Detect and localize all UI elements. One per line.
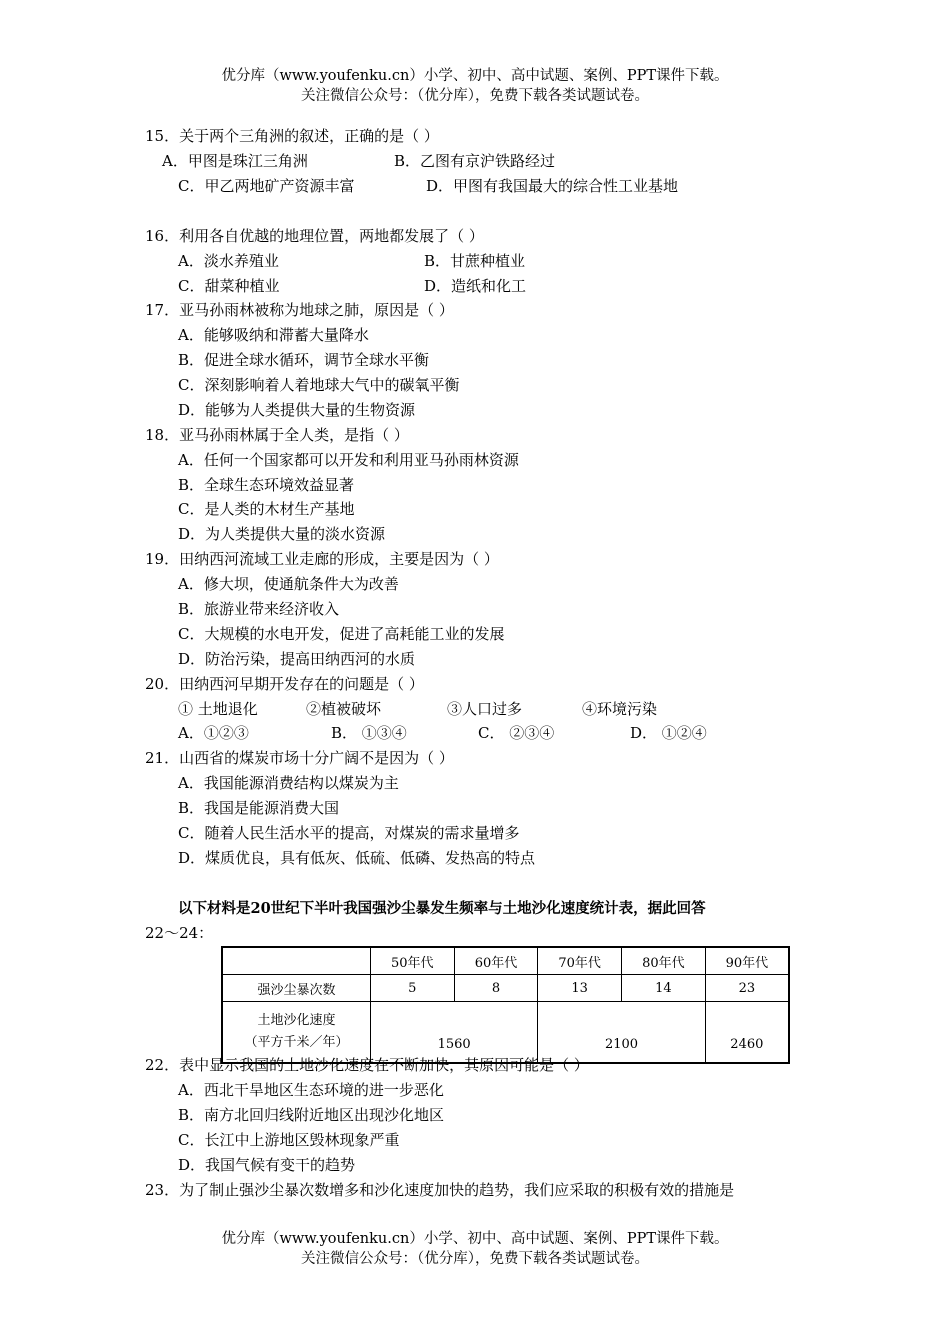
table-cell: 2100 [538, 1002, 705, 1064]
q17-stem: 17．亚马孙雨林被称为地球之肺，原因是（ ） [145, 301, 454, 319]
q20-item-3: ③人口过多 [447, 700, 523, 718]
footer-line-2: 关注微信公众号：（优分库），免费下载各类试题试卷。 [301, 1251, 649, 1267]
table-row [222, 975, 789, 1002]
q21-option-c: C．随着人民生活水平的提高，对煤炭的需求量增多 [178, 824, 520, 842]
q16-option-a: A．淡水养殖业 [178, 252, 279, 270]
table-header-cell: 80年代 [622, 947, 706, 975]
q20-option-a: A．①②③ [178, 724, 249, 742]
table-header-cell: 60年代 [454, 947, 538, 975]
q23-stem: 23．为了制止强沙尘暴次数增多和沙化速度加快的趋势，我们应采取的积极有效的措施是 [145, 1181, 735, 1199]
q20-item-4: ④环境污染 [582, 700, 658, 718]
table-cell: 13 [538, 975, 622, 1002]
q22-option-a: A．西北干旱地区生态环境的进一步恶化 [178, 1081, 444, 1099]
q22-option-c: C．长江中上游地区毁林现象严重 [178, 1131, 400, 1149]
table-cell: 14 [622, 975, 706, 1002]
table-cell: 8 [454, 975, 538, 1002]
table-row-label-line: （平方千米／年） [244, 1035, 349, 1050]
material-intro-cont: 22～24： [145, 924, 214, 942]
header-line-2: 关注微信公众号：（优分库），免费下载各类试题试卷。 [301, 88, 649, 104]
table-row-label: 强沙尘暴次数 [222, 975, 370, 1002]
table-cell: 23 [705, 975, 789, 1002]
statistics-table [221, 946, 790, 1064]
q19-option-c: C．大规模的水电开发，促进了高耗能工业的发展 [178, 625, 505, 643]
q18-option-b: B．全球生态环境效益显著 [178, 476, 355, 494]
table-cell: 5 [370, 975, 454, 1002]
q16-option-d: D．造纸和化工 [424, 277, 527, 295]
header-line-1: 优分库（www.youfenku.cn）小学、初中、高中试题、案例、PPT课件下载。 [221, 68, 729, 84]
q19-stem: 19．田纳西河流域工业走廊的形成，主要是因为（ ） [145, 550, 499, 568]
q22-option-d: D．我国气候有变干的趋势 [178, 1156, 356, 1174]
q18-option-d: D．为人类提供大量的淡水资源 [178, 525, 386, 543]
table-header-cell: 90年代 [705, 947, 789, 975]
footer-line-1: 优分库（www.youfenku.cn）小学、初中、高中试题、案例、PPT课件下载。 [221, 1231, 729, 1247]
material-intro: 以下材料是20世纪下半叶我国强沙尘暴发生频率与土地沙化速度统计表，据此回答 [178, 900, 706, 917]
q20-stem: 20．田纳西河早期开发存在的问题是（ ） [145, 675, 424, 693]
table-header-row [222, 947, 789, 975]
q16-stem: 16．利用各自优越的地理位置，两地都发展了（ ） [145, 227, 484, 245]
q18-option-a: A．任何一个国家都可以开发和利用亚马孙雨林资源 [178, 451, 519, 469]
q15-option-c: C．甲乙两地矿产资源丰富 [178, 177, 355, 195]
q17-option-a: A．能够吸纳和滞蓄大量降水 [178, 326, 369, 344]
q20-option-d: D． ①②④ [630, 724, 707, 742]
q16-option-c: C．甜菜种植业 [178, 277, 280, 295]
q18-stem: 18．亚马孙雨林属于全人类，是指（ ） [145, 426, 409, 444]
table-cell: 1560 [370, 1002, 537, 1064]
q19-option-b: B．旅游业带来经济收入 [178, 600, 340, 618]
q18-option-c: C．是人类的木材生产基地 [178, 500, 355, 518]
table-cell: 2460 [705, 1002, 789, 1064]
q20-item-2: ②植被破坏 [306, 700, 382, 718]
q22-stem: 22．表中显示我国的土地沙化速度在不断加快，其原因可能是（ ） [145, 1056, 589, 1074]
table-corner-cell [222, 947, 370, 975]
table-row-label-line: 土地沙化速度 [257, 1013, 336, 1028]
q21-option-d: D．煤质优良，具有低灰、低硫、低磷、发热高的特点 [178, 849, 536, 867]
table-header-cell: 70年代 [538, 947, 622, 975]
q20-option-b: B． ①③④ [331, 724, 407, 742]
q16-option-b: B．甘蔗种植业 [424, 252, 526, 270]
q15-option-d: D．甲图有我国最大的综合性工业基地 [426, 177, 679, 195]
q15-option-a: A．甲图是珠江三角洲 [162, 152, 308, 170]
q19-option-a: A．修大坝，使通航条件大为改善 [178, 575, 399, 593]
q21-option-b: B．我国是能源消费大国 [178, 799, 340, 817]
q19-option-d: D．防治污染，提高田纳西河的水质 [178, 650, 416, 668]
q21-option-a: A．我国能源消费结构以煤炭为主 [178, 774, 399, 792]
q20-option-c: C． ②③④ [478, 724, 555, 742]
table-header-cell: 50年代 [370, 947, 454, 975]
q21-stem: 21．山西省的煤炭市场十分广阔不是因为（ ） [145, 749, 454, 767]
q22-option-b: B．南方北回归线附近地区出现沙化地区 [178, 1106, 445, 1124]
q20-item-1: ① 土地退化 [178, 700, 258, 718]
q15-option-b: B．乙图有京沪铁路经过 [394, 152, 556, 170]
q17-option-c: C．深刻影响着人着地球大气中的碳氧平衡 [178, 376, 460, 394]
q17-option-b: B．促进全球水循环，调节全球水平衡 [178, 351, 430, 369]
q15-stem: 15．关于两个三角洲的叙述，正确的是（ ） [145, 127, 439, 145]
q17-option-d: D．能够为人类提供大量的生物资源 [178, 401, 416, 419]
